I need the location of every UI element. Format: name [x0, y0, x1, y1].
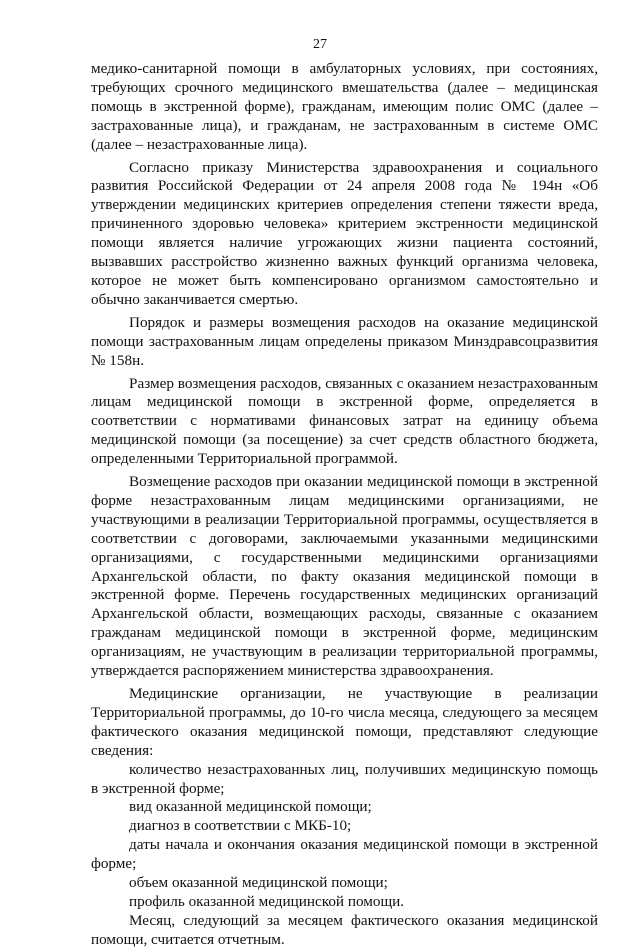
list-item-uninsured-count: количество незастрахованных лиц, получивших медицинскую помощь в экстренной форме; — [91, 760, 598, 797]
list-item-care-profile: профиль оказанной медицинской помощи. — [129, 892, 405, 910]
list-item-care-volume: объем оказанной медицинской помощи; — [129, 874, 388, 892]
list-item-care-dates: даты начала и окончания оказания медицинской помощи в экстренной форме; — [91, 836, 598, 873]
list-item-diagnosis: диагноз в соответствии с МКБ-10; — [129, 817, 352, 835]
paragraph-intro-continuation: медико-санитарной помощи в амбулаторных условиях, при состояниях, требующих срочного медицинского вмешательства (далее – медицинская помощь в экстренной форме), гражданам, имеющим полис ОМС (далее – застрахованные лица), и гражданам, не застрахованным в системе ОМС (далее – незастрахованные лица). — [91, 60, 598, 153]
paragraph-emergency-criteria: Согласно приказу Министерства здравоохранения и социального развития Российской Федерации от 24 апреля 2008 года № 194н «Об утверждении медицинских критериев определения степени тяжести вреда, причиненного здоровью человека» критерием экстренности медицинской помощи является наличие угрожающих жизни пациента состояний, вызвавших расстройство жизненно важных функций организма человека, которое не может быть компенсировано организмом самостоятельно и обычно заканчивается смертью. — [91, 158, 598, 308]
paragraph-reimbursement-order: Порядок и размеры возмещения расходов на оказание медицинской помощи застрахованным лицам определены приказом Минздравсоцразвития № 158н. — [91, 313, 598, 369]
document-body — [91, 60, 598, 950]
paragraph-reporting-requirements: Медицинские организации, не участвующие в реализации Территориальной программы, до 10-го числа месяца, следующего за месяцем фактического оказания медицинской помощи, представляют следующие сведения: — [91, 685, 598, 759]
paragraph-reporting-month: Месяц, следующий за месяцем фактического оказания медицинской помощи, считается отчетным. — [91, 911, 598, 948]
paragraph-reimbursement-amount: Размер возмещения расходов, связанных с оказанием незастрахованным лицам медицинской помощи в экстренной форме, определяется в соответствии с нормативами финансовых затрат на единицу объема медицинской помощи (за посещение) за счет средств областного бюджета, определенными Территориальной программой. — [91, 374, 598, 468]
list-item-care-type: вид оказанной медицинской помощи; — [129, 798, 372, 816]
paragraph-reimbursement-procedure: Возмещение расходов при оказании медицинской помощи в экстренной форме незастрахованным лицам медицинскими организациями, не участвующими в реализации Территориальной программы, осуществляется в соответствии с договорами, заключаемыми указанными медицинскими организациями, с государственными медицинскими организациями Архангельской области, по факту оказания медицинской помощи в экстренной форме. Перечень государственных медицинских организаций Архангельской области, возмещающих расходы, связанные с оказанием гражданам медицинской помощи в экстренной форме, медицинским организациям, не участвующим в реализации территориальной программы, утверждается распоряжением министерства здравоохранения. — [91, 473, 598, 680]
page-number: 27 — [313, 37, 327, 52]
